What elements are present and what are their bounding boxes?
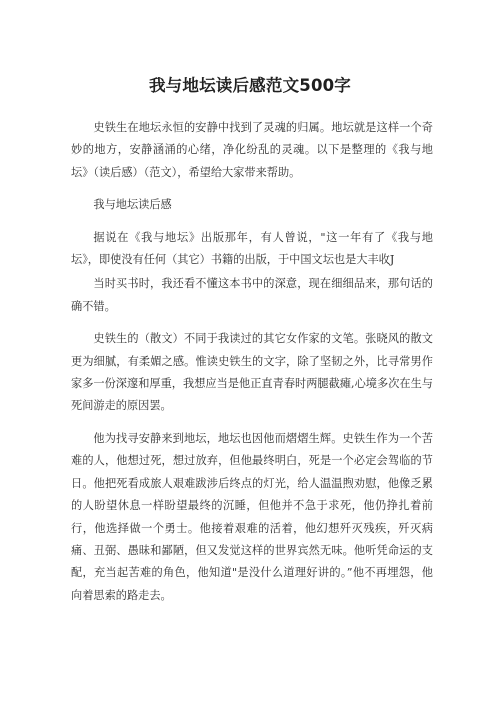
body-paragraph: 史铁生的（散文）不同于我读过的其它女作家的文笔。张晓风的散文更为细腻，有柔媚之感。惟读史铁生的文字，除了坚韧之外，比寻常男作家多一份深邃和厚重，我想应当是他正直青春时两腿截瘫,心境多次在生与死间游走的原因罢。 [71, 332, 433, 413]
body-paragraph: 他为找寻安静来到地坛，地坛也因他而熠熠生辉。史铁生作为一个苦难的人，他想过死，想过放弃，但他最终明白，死是一个必定会驾临的节日。他把死看成旅人艰难跋涉后终点的灯光，给人温温煦劝慰，他像乏累的人盼望休息一样盼望最终的沉睡，但他并不急于求死，他仍挣扎着前行，他选择做一个勇士。他接着艰难的活着，他幻想歼灭残疾，歼灭病痛、丑弼、愚昧和鄙陋，但又发觉这样的世界宾然无味。他听凭命运的支配，充当起苦难的角色，他知道"是没什么道理好讲的。”他不再埋怨，他向着思索的路走去。 [71, 431, 433, 602]
intro-paragraph: 史铁生在地坛永恒的安静中找到了灵魂的归属。地坛就是这样一个奇妙的地方，安静涵涌的心绪，净化纷乱的灵魂。以下是整理的《我与地坛》（读后感）（范文），希望给大家带来帮助。 [71, 121, 433, 179]
document-title: 我与地坛读后感范文500字 [148, 76, 352, 95]
body-paragraph: 据说在《我与地坛》出版那年，有人曾说，"这一年有了《我与地坛》，即使没有任何（其它）书籍的出版，于中国文坛也是大丰收J [71, 230, 433, 267]
section-heading: 我与地坛读后感 [93, 198, 172, 212]
document-body [71, 117, 433, 617]
body-paragraph: 当时买书时，我还看不懂这本书中的深意，现在细细品来，那句话的确不错。 [71, 277, 433, 313]
